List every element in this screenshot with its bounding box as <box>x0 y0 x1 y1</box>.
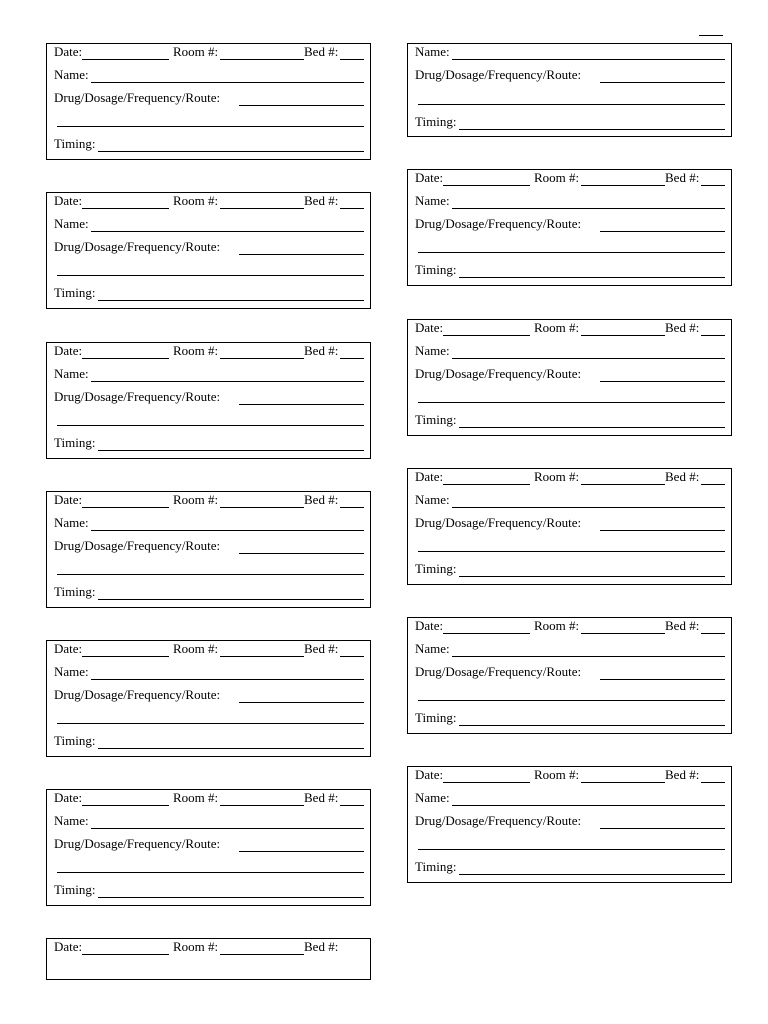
bed-label: Bed #: <box>304 939 339 954</box>
room-label: Room #: <box>534 767 580 782</box>
timing-field[interactable] <box>98 151 364 152</box>
room-label: Room #: <box>173 939 219 954</box>
date-label: Date: <box>54 939 83 954</box>
name-field[interactable] <box>452 805 725 806</box>
drug-label: Drug/Dosage/Frequency/Route: <box>415 216 582 231</box>
date-field[interactable] <box>82 507 169 508</box>
bed-label: Bed #: <box>665 469 700 484</box>
name-field[interactable] <box>91 231 364 232</box>
name-field[interactable] <box>91 530 364 531</box>
room-field[interactable] <box>581 633 665 634</box>
drug-label: Drug/Dosage/Frequency/Route: <box>415 67 582 82</box>
drug-field[interactable] <box>600 679 725 680</box>
timing-field[interactable] <box>98 300 364 301</box>
bed-field[interactable] <box>701 335 725 336</box>
drug-field[interactable] <box>239 851 364 852</box>
date-label: Date: <box>415 320 444 335</box>
date-label: Date: <box>415 170 444 185</box>
bed-label: Bed #: <box>665 767 700 782</box>
room-field[interactable] <box>220 59 304 60</box>
left-card-1 <box>46 43 371 160</box>
room-label: Room #: <box>534 618 580 633</box>
date-field[interactable] <box>82 954 169 955</box>
left-card-3 <box>46 342 371 459</box>
drug-label: Drug/Dosage/Frequency/Route: <box>54 389 221 404</box>
room-label: Room #: <box>534 320 580 335</box>
date-label: Date: <box>54 641 83 656</box>
drug-field-continued[interactable] <box>57 126 364 127</box>
name-label: Name: <box>54 813 89 828</box>
room-field[interactable] <box>220 805 304 806</box>
drug-label: Drug/Dosage/Frequency/Route: <box>415 664 582 679</box>
drug-label: Drug/Dosage/Frequency/Route: <box>415 515 582 530</box>
timing-field[interactable] <box>459 427 725 428</box>
drug-field[interactable] <box>600 231 725 232</box>
date-field[interactable] <box>82 805 169 806</box>
name-label: Name: <box>54 216 89 231</box>
drug-label: Drug/Dosage/Frequency/Route: <box>415 813 582 828</box>
room-label: Room #: <box>173 44 219 59</box>
left-card-4 <box>46 491 371 608</box>
drug-field-continued[interactable] <box>418 402 725 403</box>
bed-field[interactable] <box>340 656 364 657</box>
bed-field[interactable] <box>340 805 364 806</box>
bed-label: Bed #: <box>304 641 339 656</box>
drug-field[interactable] <box>239 702 364 703</box>
date-field[interactable] <box>82 656 169 657</box>
right-card-6 <box>407 766 732 883</box>
room-field[interactable] <box>220 358 304 359</box>
date-field[interactable] <box>443 484 530 485</box>
drug-field[interactable] <box>600 82 725 83</box>
timing-label: Timing: <box>415 710 457 725</box>
right-card-4 <box>407 468 732 585</box>
name-label: Name: <box>54 366 89 381</box>
drug-field[interactable] <box>600 530 725 531</box>
timing-label: Timing: <box>415 859 457 874</box>
date-label: Date: <box>415 469 444 484</box>
room-label: Room #: <box>173 193 219 208</box>
timing-field[interactable] <box>98 599 364 600</box>
right-card-3 <box>407 319 732 436</box>
bed-label: Bed #: <box>304 193 339 208</box>
drug-field-continued[interactable] <box>57 574 364 575</box>
timing-field[interactable] <box>459 725 725 726</box>
room-label: Room #: <box>173 343 219 358</box>
name-label: Name: <box>415 44 450 59</box>
room-field[interactable] <box>581 335 665 336</box>
drug-field[interactable] <box>600 381 725 382</box>
name-field[interactable] <box>91 82 364 83</box>
date-label: Date: <box>54 790 83 805</box>
timing-field[interactable] <box>98 748 364 749</box>
right-card-1 <box>407 43 732 137</box>
drug-field-continued[interactable] <box>418 104 725 105</box>
timing-field[interactable] <box>459 277 725 278</box>
drug-field-continued[interactable] <box>418 252 725 253</box>
drug-field[interactable] <box>239 254 364 255</box>
date-field[interactable] <box>82 358 169 359</box>
date-label: Date: <box>54 492 83 507</box>
timing-label: Timing: <box>415 561 457 576</box>
room-field[interactable] <box>220 507 304 508</box>
timing-label: Timing: <box>415 114 457 129</box>
bed-label: Bed #: <box>304 790 339 805</box>
left-card-7 <box>46 938 371 980</box>
drug-field[interactable] <box>239 553 364 554</box>
date-label: Date: <box>415 767 444 782</box>
name-label: Name: <box>415 492 450 507</box>
timing-field[interactable] <box>98 897 364 898</box>
timing-field[interactable] <box>98 450 364 451</box>
timing-label: Timing: <box>415 412 457 427</box>
drug-label: Drug/Dosage/Frequency/Route: <box>54 836 221 851</box>
date-label: Date: <box>54 343 83 358</box>
bed-field[interactable] <box>340 59 364 60</box>
bed-field[interactable] <box>701 782 725 783</box>
drug-field[interactable] <box>600 828 725 829</box>
corner-mark <box>699 35 723 36</box>
bed-label: Bed #: <box>304 343 339 358</box>
drug-field[interactable] <box>239 404 364 405</box>
room-label: Room #: <box>534 469 580 484</box>
timing-label: Timing: <box>54 285 96 300</box>
bed-label: Bed #: <box>665 320 700 335</box>
drug-label: Drug/Dosage/Frequency/Route: <box>54 538 221 553</box>
name-field[interactable] <box>91 381 364 382</box>
timing-label: Timing: <box>54 435 96 450</box>
name-label: Name: <box>415 343 450 358</box>
drug-field-continued[interactable] <box>57 723 364 724</box>
drug-field[interactable] <box>239 105 364 106</box>
timing-label: Timing: <box>415 262 457 277</box>
bed-label: Bed #: <box>665 618 700 633</box>
left-card-2 <box>46 192 371 309</box>
drug-field-continued[interactable] <box>418 849 725 850</box>
date-field[interactable] <box>82 59 169 60</box>
room-label: Room #: <box>534 170 580 185</box>
timing-field[interactable] <box>459 576 725 577</box>
name-field[interactable] <box>452 358 725 359</box>
bed-field[interactable] <box>701 633 725 634</box>
date-field[interactable] <box>443 335 530 336</box>
name-field[interactable] <box>91 828 364 829</box>
date-field[interactable] <box>443 633 530 634</box>
room-label: Room #: <box>173 641 219 656</box>
drug-label: Drug/Dosage/Frequency/Route: <box>54 239 221 254</box>
drug-field-continued[interactable] <box>418 700 725 701</box>
drug-field-continued[interactable] <box>418 551 725 552</box>
drug-field-continued[interactable] <box>57 872 364 873</box>
name-label: Name: <box>415 790 450 805</box>
timing-field[interactable] <box>459 129 725 130</box>
timing-field[interactable] <box>459 874 725 875</box>
drug-label: Drug/Dosage/Frequency/Route: <box>54 90 221 105</box>
drug-label: Drug/Dosage/Frequency/Route: <box>54 687 221 702</box>
right-card-2 <box>407 169 732 286</box>
timing-label: Timing: <box>54 882 96 897</box>
timing-label: Timing: <box>54 136 96 151</box>
date-label: Date: <box>54 44 83 59</box>
room-field[interactable] <box>220 656 304 657</box>
timing-label: Timing: <box>54 584 96 599</box>
bed-label: Bed #: <box>304 44 339 59</box>
room-field[interactable] <box>581 484 665 485</box>
drug-label: Drug/Dosage/Frequency/Route: <box>415 366 582 381</box>
left-card-5 <box>46 640 371 757</box>
name-label: Name: <box>415 193 450 208</box>
name-label: Name: <box>54 515 89 530</box>
name-label: Name: <box>54 664 89 679</box>
name-field[interactable] <box>452 59 725 60</box>
name-label: Name: <box>54 67 89 82</box>
bed-field[interactable] <box>701 484 725 485</box>
date-field[interactable] <box>82 208 169 209</box>
bed-label: Bed #: <box>304 492 339 507</box>
room-field[interactable] <box>581 782 665 783</box>
name-label: Name: <box>415 641 450 656</box>
name-field[interactable] <box>452 208 725 209</box>
date-field[interactable] <box>443 782 530 783</box>
name-field[interactable] <box>91 679 364 680</box>
name-field[interactable] <box>452 507 725 508</box>
bed-field[interactable] <box>340 507 364 508</box>
room-field[interactable] <box>220 208 304 209</box>
room-field[interactable] <box>220 954 304 955</box>
date-label: Date: <box>415 618 444 633</box>
left-card-6 <box>46 789 371 906</box>
bed-label: Bed #: <box>665 170 700 185</box>
right-card-5 <box>407 617 732 734</box>
room-label: Room #: <box>173 790 219 805</box>
bed-field[interactable] <box>701 185 725 186</box>
timing-label: Timing: <box>54 733 96 748</box>
date-label: Date: <box>54 193 83 208</box>
drug-field-continued[interactable] <box>57 275 364 276</box>
date-field[interactable] <box>443 185 530 186</box>
room-field[interactable] <box>581 185 665 186</box>
room-label: Room #: <box>173 492 219 507</box>
drug-field-continued[interactable] <box>57 425 364 426</box>
bed-field[interactable] <box>340 358 364 359</box>
name-field[interactable] <box>452 656 725 657</box>
bed-field[interactable] <box>340 208 364 209</box>
